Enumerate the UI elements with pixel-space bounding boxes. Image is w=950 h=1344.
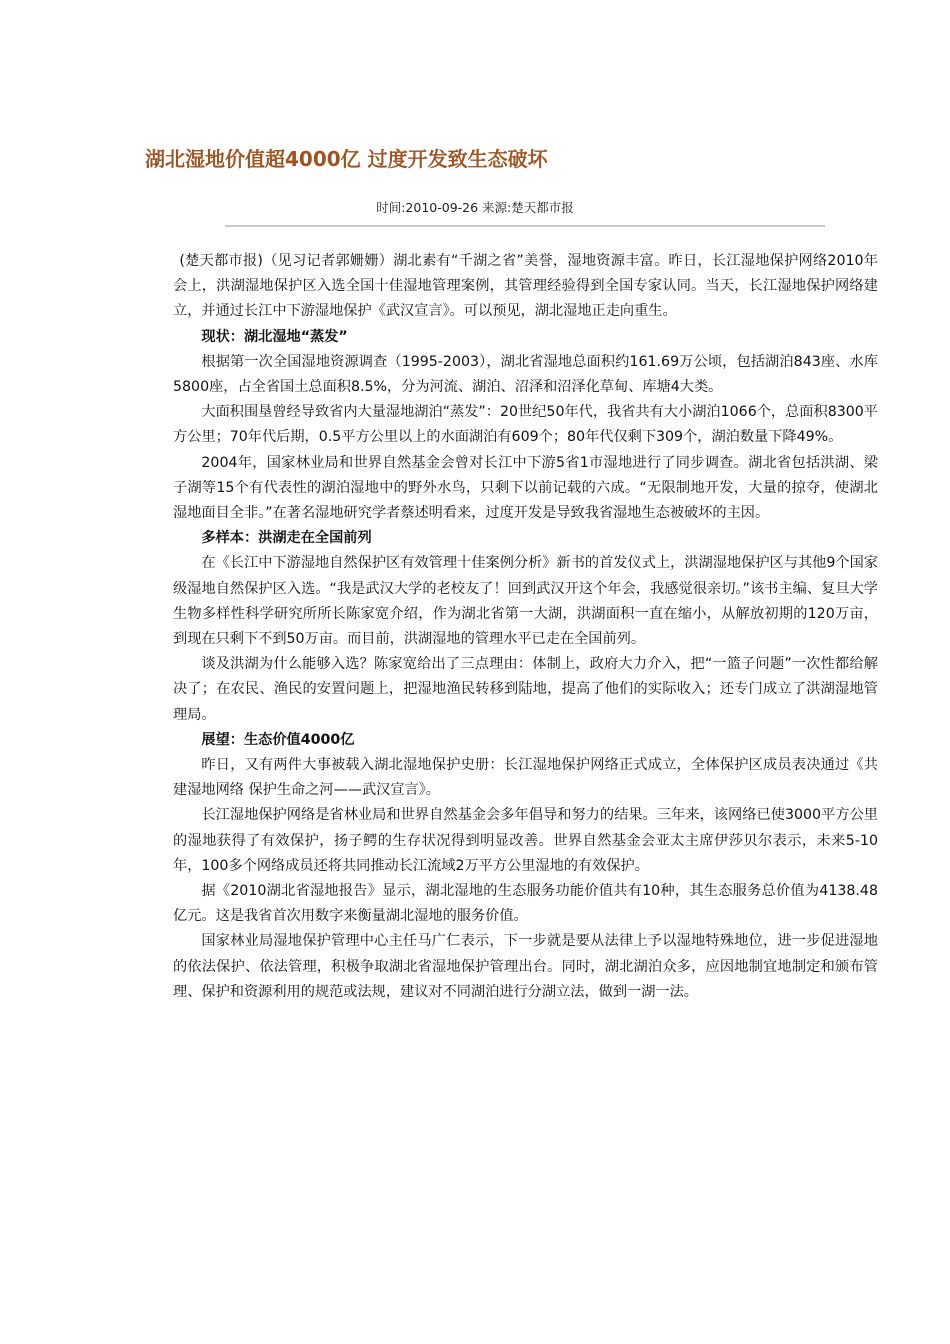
body-paragraph: 长江湿地保护网络是省林业局和世界自然基金会多年倡导和努力的结果。三年来，该网络已使3000平方公里的湿地获得了有效保护，扬子鳄的生存状况得到明显改善。世界自然基金会亚太主席伊莎贝尔表示，未来5-10年，100多个网络成员还将共同推动长江流域2万平方公里湿地的有效保护。 xyxy=(173,807,878,874)
lead-paragraph: (楚天都市报)（见习记者郭姗姗）湖北素有“千湖之省”美誉，湿地资源丰富。昨日，长江湿地保护网络2010年会上，洪湖湿地保护区入选全国十佳湿地管理案例，其管理经验得到全国专家认同。当天，长江湿地保护网络建立，并通过长江中下游湿地保护《武汉宣言》。可以预见，湖北湿地正走向重生。 xyxy=(173,253,878,320)
body-paragraph: 根据第一次全国湿地资源调查（1995-2003），湖北省湿地总面积约161.69万公顷，包括湖泊843座、水库5800座，占全省国土总面积8.5%，分为河流、湖泊、沼泽和沼泽化草甸、库塘4大类。 xyxy=(173,353,878,396)
title-divider xyxy=(225,225,825,227)
section-heading-sample: 多样本：洪湖走在全国前列 xyxy=(201,530,372,547)
body-paragraph: 在《长江中下游湿地自然保护区有效管理十佳案例分析》新书的首发仪式上，洪湖湿地保护区与其他9个国家级湿地自然保护区入选。“我是武汉大学的老校友了！回到武汉开这个年会，我感觉很亲切。”该书主编、复旦大学生物多样性科学研究所所长陈家宽介绍，作为湖北省第一大湖，洪湖面积一直在缩小，从解放初期的120万亩，到现在只剩下不到50万亩。而目前，洪湖湿地的管理水平已走在全国前列。 xyxy=(173,555,878,648)
body-paragraph: 2004年，国家林业局和世界自然基金会曾对长江中下游5省1市湿地进行了同步调查。湖北省包括洪湖、梁子湖等15个有代表性的湖泊湿地中的野外水鸟，只剩下以前记载的六成。“无限制地开发，大量的掠夺，使湖北湿地面目全非。”在著名湿地研究学者蔡述明看来，过度开发是导致我省湿地生态被破坏的主因。 xyxy=(173,454,878,522)
body-paragraph: 昨日，又有两件大事被载入湖北湿地保护史册：长江湿地保护网络正式成立，全体保护区成员表决通过《共建湿地网络 保护生命之河——武汉宣言》。 xyxy=(173,757,878,799)
article-title: 湖北湿地价值超4000亿 过度开发致生态破坏 xyxy=(145,147,548,171)
body-paragraph: 谈及洪湖为什么能够入选？陈家宽给出了三点理由：体制上，政府大力介入，把“一篮子问题”一次性都给解决了；在农民、渔民的安置问题上，把湿地渔民转移到陆地，提高了他们的实际收入；还专门成立了洪湖湿地管理局。 xyxy=(173,656,878,723)
body-paragraph: 据《2010湖北省湿地报告》显示，湖北湿地的生态服务功能价值共有10种，其生态服务总价值为4138.48亿元。这是我省首次用数字来衡量湖北湿地的服务价值。 xyxy=(173,883,878,925)
article-meta: 时间:2010-09-26 来源:楚天都市报 xyxy=(376,200,574,215)
section-heading-status: 现状：湖北湿地“蒸发” xyxy=(201,328,348,345)
article-body xyxy=(173,249,878,1005)
body-paragraph: 国家林业局湿地保护管理中心主任马广仁表示，下一步就是要从法律上予以湿地特殊地位，进一步促进湿地的依法保护、依法管理，积极争取湖北省湿地保护管理出台。同时，湖北湖泊众多，应因地制宜地制定和颁布管理、保护和资源利用的规范或法规，建议对不同湖泊进行分湖立法，做到一湖一法。 xyxy=(173,933,878,1000)
body-paragraph: 大面积围垦曾经导致省内大量湿地湖泊“蒸发”：20世纪50年代，我省共有大小湖泊1066个，总面积8300平方公里；70年代后期，0.5平方公里以上的水面湖泊有609个；80年代仅剩下309个，湖泊数量下降49%。 xyxy=(173,404,878,446)
section-heading-outlook: 展望：生态价值4000亿 xyxy=(201,731,355,748)
